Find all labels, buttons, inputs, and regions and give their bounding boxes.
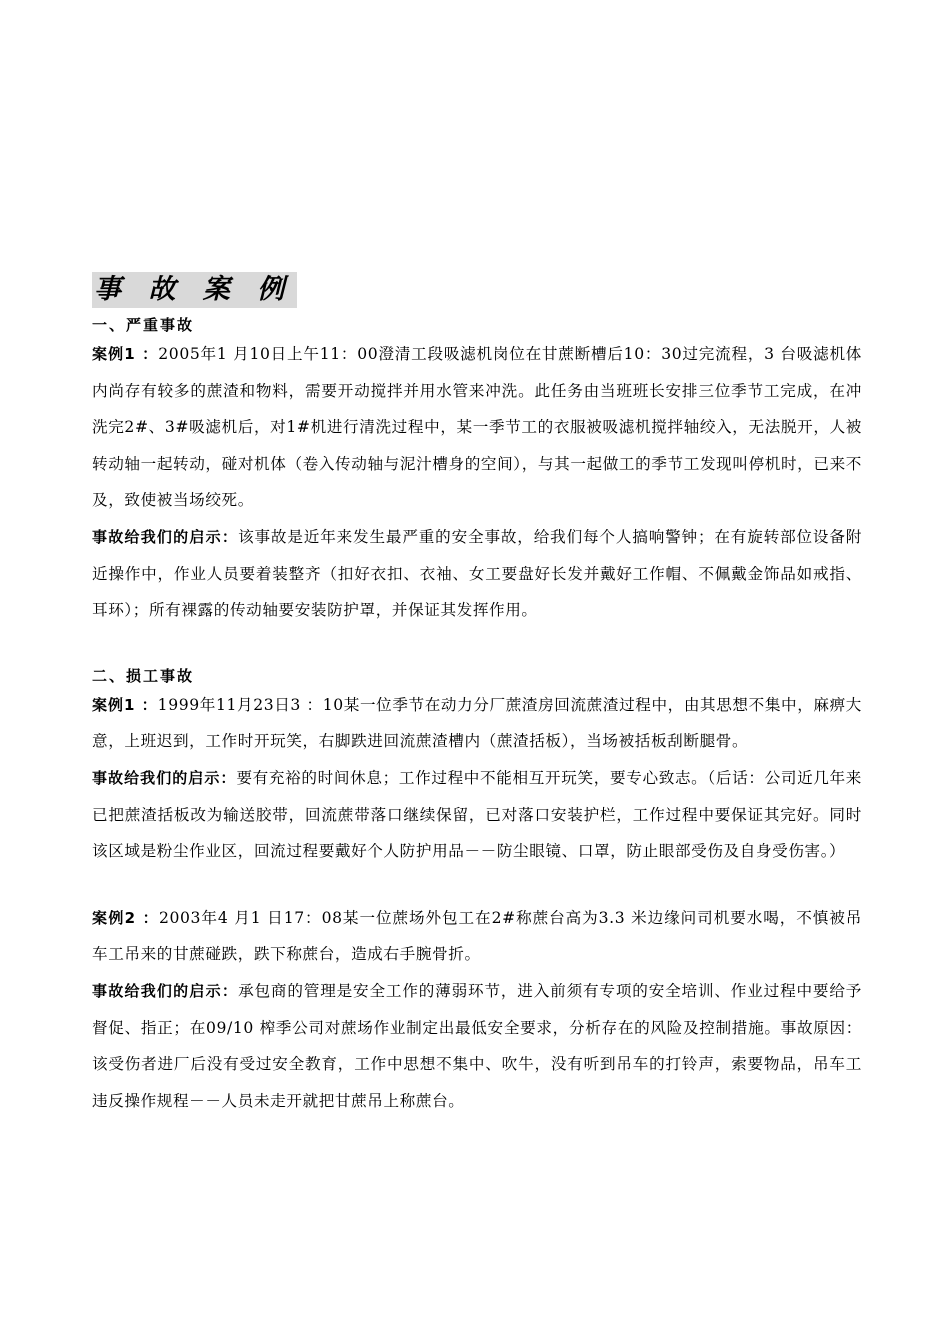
- lesson-paragraph: [92, 973, 862, 1119]
- case-label: 案例2 ：: [92, 908, 159, 927]
- lesson-text: 要有充裕的时间休息；工作过程中不能相互开玩笑，要专心致志。（后话：公司近几年来已把蔗渣括板改为输送胶带，回流蔗带落口继续保留，已对落口安装护栏，工作过程中要保证其完好。同时该区域是粉尘作业区，回流过程要戴好个人防护用品－－防尘眼镜、口罩，防止眼部受伤及自身受伤害。）: [92, 768, 862, 861]
- case-paragraph: [92, 336, 862, 519]
- spacer: [92, 629, 862, 659]
- document-title: 事 故 案 例: [92, 272, 297, 308]
- document-page: [92, 272, 862, 1119]
- case-text: 2003年4 月1 日17：08某一位蔗场外包工在2#称蔗台高为3.3 米边缘问司机要水喝，不慎被吊车工吊来的甘蔗碰跌，跌下称蔗台，造成右手腕骨折。: [92, 908, 862, 964]
- section-heading: 一、严重事故: [92, 316, 195, 334]
- case-paragraph: [92, 900, 862, 973]
- lesson-label: 事故给我们的启示：: [92, 768, 237, 787]
- lesson-text: 承包商的管理是安全工作的薄弱环节，进入前须有专项的安全培训、作业过程中要给予督促、指正；在09/10 榨季公司对蔗场作业制定出最低安全要求，分析存在的风险及控制措施。事故原因：该受伤者进厂后没有受过安全教育，工作中思想不集中、吹牛，没有听到吊车的打铃声，索要物品，吊车工违反操作规程－－人员未走开就把甘蔗吊上称蔗台。: [92, 981, 862, 1110]
- lesson-paragraph: [92, 760, 862, 870]
- lesson-label: 事故给我们的启示：: [92, 981, 239, 1000]
- section-heading: 二、损工事故: [92, 666, 195, 685]
- case-text: 1999年11月23日3 ：10某一位季节在动力分厂蔗渣房回流蔗渣过程中，由其思想不集中，麻痹大意，上班迟到，工作时开玩笑，右脚跌进回流蔗渣槽内（蔗渣括板），当场被括板刮断腿骨。: [92, 695, 862, 751]
- section-lost-time-accidents: [92, 665, 862, 1120]
- lesson-paragraph: [92, 519, 862, 629]
- case-text: 2005年1 月10日上午11：00澄清工段吸滤机岗位在甘蔗断槽后10：30过完流程，3 台吸滤机体内尚存有较多的蔗渣和物料，需要开动搅拌并用水管来冲洗。此任务由当班班长安排三位季节工完成，在冲洗完2#、3#吸滤机后，对1#机进行清洗过程中，某一季节工的衣服被吸滤机搅拌轴绞入，无法脱开，人被转动轴一起转动，碰对机体（卷入传动轴与泥汁槽身的空间），与其一起做工的季节工发现叫停机时，已来不及，致使被当场绞死。: [92, 345, 862, 510]
- spacer: [92, 870, 862, 900]
- lesson-label: 事故给我们的启示：: [92, 527, 239, 546]
- case-label: 案例1 ：: [92, 345, 159, 363]
- case-label: 案例1 ：: [92, 695, 158, 714]
- case-paragraph: [92, 687, 862, 760]
- lesson-text: 该事故是近年来发生最严重的安全事故，给我们每个人搞响警钟；在有旋转部位设备附近操作中，作业人员要着装整齐（扣好衣扣、衣袖、女工要盘好长发并戴好工作帽、不佩戴金饰品如戒指、耳环）；所有裸露的传动轴要安装防护罩，并保证其发挥作用。: [92, 527, 862, 620]
- section-serious-accidents: [92, 314, 862, 629]
